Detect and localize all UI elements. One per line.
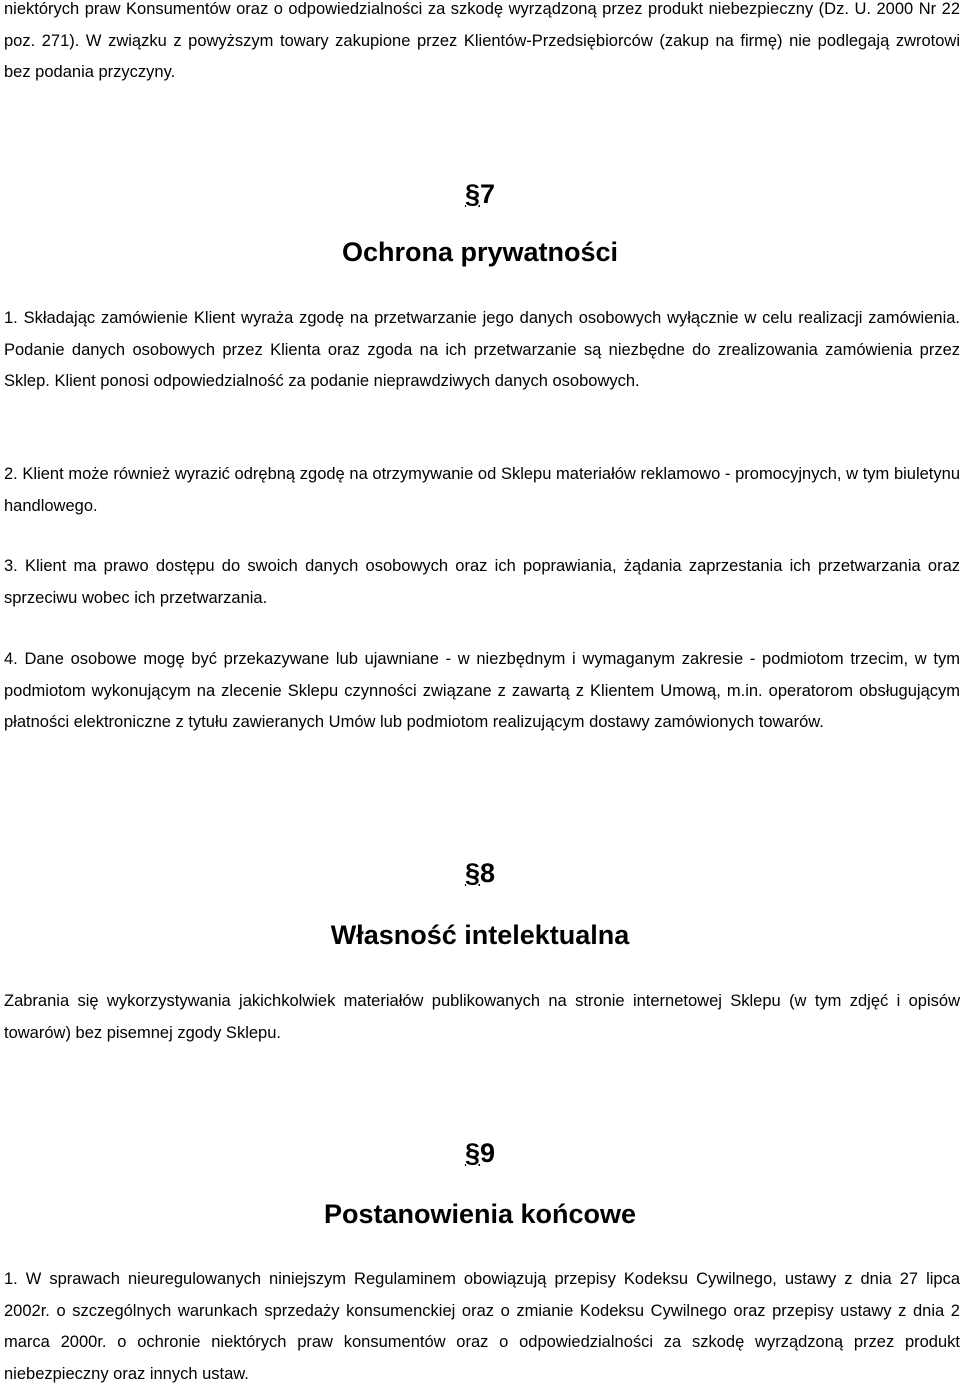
section-symbol: § [464, 179, 480, 209]
section-9-paragraph-1: 1. W sprawach nieuregulowanych niniejszym Regulaminem obowiązują przepisy Kodeksu Cywilnego, ustawy z dnia 27 lipca 2002r. o szczególnych warunkach sprzedaży konsumenckiej oraz o zmianie Kodeksu Cywilnego oraz przepisy ustawy z dnia 2 marca 2000r. o ochronie niektórych praw konsumentów oraz o odpowiedzialności za szkodę wyrządzoną przez produkt niebezpieczny oraz innych ustaw. [4, 1270, 960, 1383]
section-8-number [0, 857, 960, 889]
section-9-number [0, 1137, 960, 1169]
section-symbol: § [464, 858, 480, 888]
section-7-number [0, 178, 960, 210]
section-7-paragraph-1: 1. Składając zamówienie Klient wyraża zgodę na przetwarzanie jego danych osobowych wyłącznie w celu realizacji zamówienia. Podanie danych osobowych przez Klienta oraz zgoda na ich przetwarzanie są niezbędne do zrealizowania zamówienia przez Sklep. Klient ponosi odpowiedzialność za podanie nieprawdziwych danych osobowych. [4, 309, 960, 390]
section-number: 7 [480, 179, 496, 209]
section-7-paragraph-4: 4. Dane osobowe mogę być przekazywane lub ujawniane - w niezbędnym i wymaganym zakresie - podmiotom trzecim, w tym podmiotom wykonującym na zlecenie Sklepu czynności związane z zawartą z Klientem Umową, m.in. operatorom obsługującym płatności elektroniczne z tytułu zawieranych Umów lub podmiotom realizującym dostawy zamówionych towarów. [4, 650, 960, 731]
section-8-paragraph-1: Zabrania się wykorzystywania jakichkolwiek materiałów publikowanych na stronie internetowej Sklepu (w tym zdjęć i opisów towarów) bez pisemnej zgody Sklepu. [4, 992, 960, 1042]
section-9-title: Postanowienia końcowe [323, 1199, 637, 1229]
section-number: 9 [480, 1138, 496, 1168]
section-number: 8 [480, 858, 496, 888]
section-7-paragraph-3: 3. Klient ma prawo dostępu do swoich danych osobowych oraz ich poprawiania, żądania zaprzestania ich przetwarzania oraz sprzeciwu wobec ich przetwarzania. [4, 557, 960, 607]
intro-paragraph: niektórych praw Konsumentów oraz o odpowiedzialności za szkodę wyrządzoną przez produkt niebezpieczny (Dz. U. 2000 Nr 22 poz. 271). W związku z powyższym towary zakupione przez Klientów-Przedsiębiorców (zakup na firmę) nie podlegają zwrotowi bez podania przyczyny. [4, 0, 960, 81]
section-8-title: Własność intelektualna [330, 920, 630, 950]
section-7-title: Ochrona prywatności [341, 237, 619, 267]
section-symbol: § [464, 1138, 480, 1168]
section-7-paragraph-2: 2. Klient może również wyrazić odrębną zgodę na otrzymywanie od Sklepu materiałów reklamowo - promocyjnych, w tym biuletynu handlowego. [4, 465, 960, 515]
